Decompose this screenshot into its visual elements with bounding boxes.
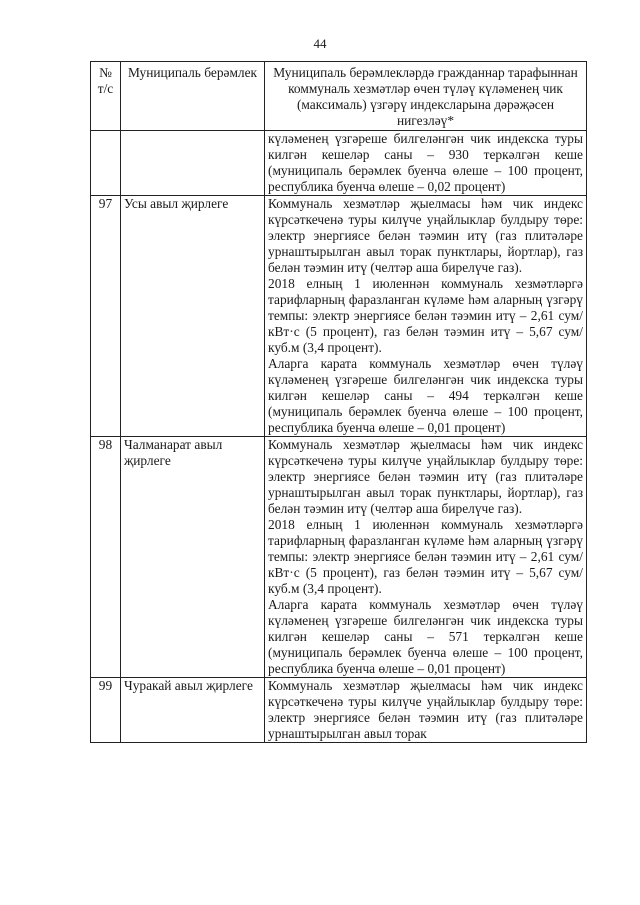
cell-municipality: Чалманарат авыл җирлеге [121,437,265,678]
paragraph: Аларга карата коммуналь хезмәтләр өчен түләү күләменең үзгәреше билгеләнгән чик индекска туры килгән кешеләр саны – 571 теркәлгән кеше (муниципаль берәмлек буенча өлеше – 100 процент, республика буенча өлеше – 0,01 процент) [268,597,583,676]
cell-basis [265,437,587,678]
paragraph: Коммуналь хезмәтләр җыелмасы һәм чик индекс күрсәткеченә туры килүче уңайлыклар булдыру төре: электр энергиясе белән тәэмин итү (газ плитәләре урнаштырылган авыл торак пунктлары, йортлар), газ белән тәэмин итү (челтәр аша бирелүче газ). [268,437,583,516]
table-row [91,196,587,437]
paragraph: 2018 елның 1 июленнән коммуналь хезмәтләргә тарифларның фаразланган күләме һәм аларның үзгәрү темпы: электр энергиясе белән тәэмин итү – 2,61 сум/кВт·с (5 процент), газ белән тәэмин итү – 5,67 сум/куб.м (3,4 процент). [268,517,583,596]
cell-municipality: Чуракай авыл җирлеге [121,678,265,743]
paragraph: күләменең үзгәреше билгеләнгән чик индекска туры килгән кешеләр саны – 930 теркәлгән кеше (муниципаль берәмлек буенча өлеше – 100 процент, республика буенча өлеше – 0,02 процент) [268,131,583,194]
cell-number: 97 [91,196,121,437]
paragraph: Коммуналь хезмәтләр җыелмасы һәм чик индекс күрсәткеченә туры килүче уңайлыклар булдыру төре: электр энергиясе белән тәэмин итү (газ плитәләре урнаштырылган авыл торак пунктлары, йортлар), газ белән тәэмин итү (челтәр аша бирелүче газ). [268,196,583,275]
cell-number [91,131,121,196]
cell-number: 98 [91,437,121,678]
table-row [91,437,587,678]
header-municipality: Муниципаль берәмлек [121,62,265,131]
table-row [91,678,587,743]
cell-municipality: Усы авыл җирлеге [121,196,265,437]
cell-municipality [121,131,265,196]
paragraph: Аларга карата коммуналь хезмәтләр өчен түләү күләменең үзгәреше билгеләнгән чик индекска туры килгән кешеләр саны – 494 теркәлгән кеше (муниципаль берәмлек буенча өлеше – 100 процент, республика буенча өлеше – 0,01 процент) [268,356,583,435]
table-header-row [91,62,587,131]
header-number: № т/с [91,62,121,131]
table-row-continuation [91,131,587,196]
paragraph: Коммуналь хезмәтләр җыелмасы һәм чик индекс күрсәткеченә туры килүче уңайлыклар булдыру төре: электр энергиясе белән тәэмин итү (газ плитәләре урнаштырылган авыл торак [268,678,583,741]
header-basis: Муниципаль берәмлекләрдә гражданнар тарафыннан коммуналь хезмәтләр өчен түләү күләменең чик (максималь) үзгәрү индексларына дәрәҗәсен нигезләү* [265,62,587,131]
cell-basis [265,196,587,437]
cell-basis [265,131,587,196]
page-number: 44 [313,36,327,51]
cell-basis [265,678,587,743]
cell-number: 99 [91,678,121,743]
municipal-index-table [90,61,587,743]
paragraph: 2018 елның 1 июленнән коммуналь хезмәтләргә тарифларның фаразланган күләме һәм аларның үзгәрү темпы: электр энергиясе белән тәэмин итү – 2,61 сум/кВт·с (5 процент), газ белән тәэмин итү – 5,67 сум/куб.м (3,4 процент). [268,276,583,355]
